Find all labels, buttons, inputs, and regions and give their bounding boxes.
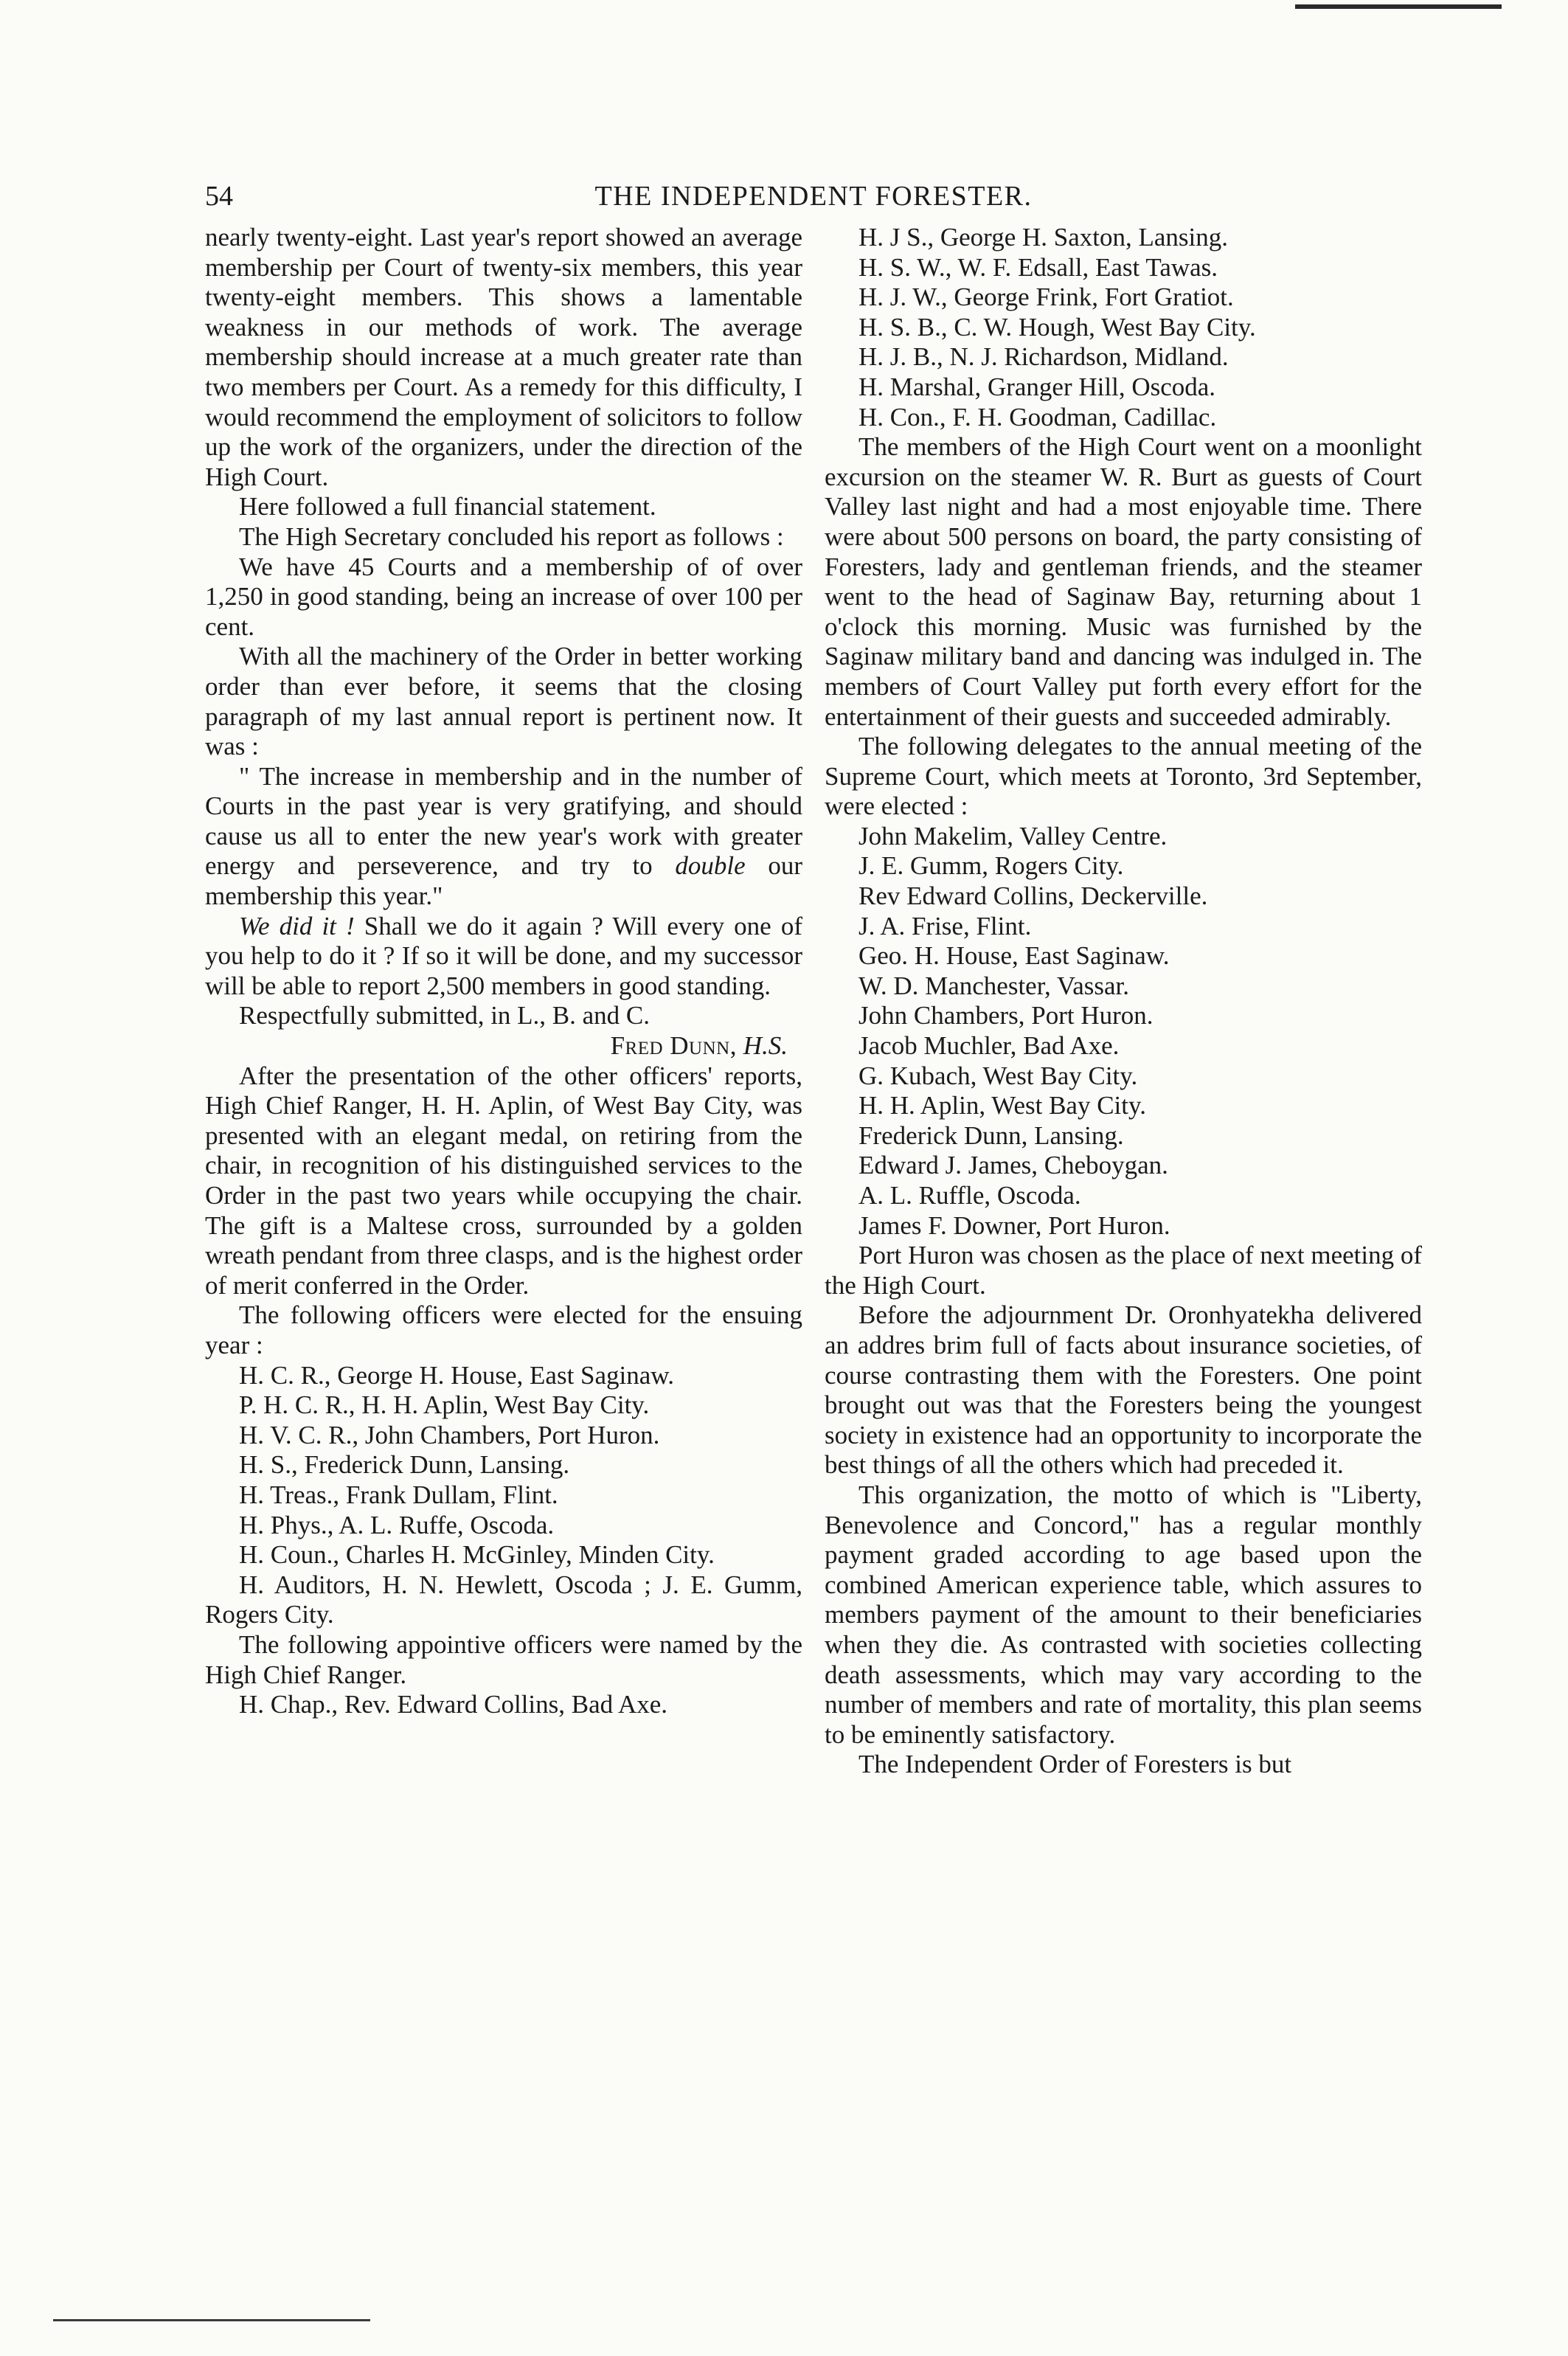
page-number: 54 [205,181,233,212]
right-column [825,223,1422,1780]
paragraph: The following delegates to the annual meeting of the Supreme Court, which meets at Toronto, 3rd September, were elected : [825,732,1422,821]
quote-text: our membership this year." [205,851,802,911]
officer-entry: H. Treas., Frank Dullam, Flint. [239,1480,558,1509]
paragraph: After the presentation of the other officers' reports, High Chief Ranger, H. H. Aplin, of West Bay City, was presented with an elegant medal, on retiring from the chair, in recognition of his distinguished services to the Order in the past two years while occupying the chair. The gift is a Maltese cross, surrounded by a golden wreath pendant from three clasps, and is the highest order of merit conferred in the Order. [205,1061,802,1300]
bottom-rule [53,2319,370,2321]
signature [205,1031,802,1061]
delegate-entry: John Chambers, Port Huron. [858,1001,1154,1030]
emphasis: We did it ! [239,911,355,940]
paragraph: Here followed a full financial statement. [239,492,656,522]
officer-entry: H. S., Frederick Dunn, Lansing. [239,1450,570,1480]
appointed-entry: H. Marshal, Granger Hill, Oscoda. [858,372,1216,401]
quoted-paragraph [205,762,802,912]
appointed-entry: H. J. B., N. J. Richardson, Midland. [858,342,1229,372]
officer-entry: H. Coun., Charles H. McGinley, Minden City. [239,1540,715,1570]
paragraph: The members of the High Court went on a moonlight excursion on the steamer W. R. Burt as guests of Court Valley last night and had a most enjoyable time. There were about 500 persons on board, the party consisting of Foresters, lady and gentleman friends, and the steamer went to the head of Saginaw Bay, returning about 1 o'clock this morning. Music was furnished by the Saginaw military band and dancing was indulged in. The members of Court Valley put forth every effort for the entertainment of their guests and succeeded admirably. [825,432,1422,731]
appointed-entry: H. Con., F. H. Goodman, Cadillac. [858,402,1217,432]
paragraph: We have 45 Courts and a membership of of over 1,250 in good standing, being an increase of over 100 per cent. [205,552,802,641]
delegate-entry: Jacob Muchler, Bad Axe. [858,1031,1120,1061]
officer-entry: P. H. C. R., H. H. Aplin, West Bay City. [239,1390,650,1420]
delegate-entry: G. Kubach, West Bay City. [858,1061,1138,1090]
appointed-entry: H. S. W., W. F. Edsall, East Tawas. [858,252,1218,282]
officer-entry: H. C. R., George H. House, East Saginaw. [239,1360,675,1390]
delegate-entry: James F. Downer, Port Huron. [858,1210,1170,1240]
officer-entry: H. V. C. R., John Chambers, Port Huron. [239,1420,660,1449]
page-header [205,176,1422,217]
delegate-entry: H. H. Aplin, West Bay City. [858,1091,1146,1120]
paragraph: The Independent Order of Foresters is but [858,1750,1292,1779]
delegate-entry: J. A. Frise, Flint. [858,911,1032,940]
officer-entry: H. Phys., A. L. Ruffe, Oscoda. [239,1510,555,1539]
appointed-entry: H. J. W., George Frink, Fort Gratiot. [858,283,1234,312]
paragraph [205,912,802,1002]
delegate-entry: J. E. Gumm, Rogers City. [858,851,1124,881]
top-rule [1295,4,1502,9]
delegate-entry: Edward J. James, Cheboygan. [858,1151,1168,1180]
paragraph: With all the machinery of the Order in better working order than ever before, it seems that the closing paragraph of my last annual report is pertinent now. It was : [205,642,802,761]
emphasis: double [675,851,746,881]
paragraph: Port Huron was chosen as the place of next meeting of the High Court. [825,1241,1422,1300]
running-title: THE INDEPENDENT FORESTER. [594,181,1033,212]
paragraph-text: Shall we do it again ? Will every one of you help to do it ? If so it will be done, and my successor will be able to report 2,500 members in good standing. [205,911,802,1000]
delegate-entry: Frederick Dunn, Lansing. [858,1120,1124,1150]
officer-entry: H. Auditors, H. N. Hewlett, Oscoda ; J. E. Gumm, Rogers City. [205,1570,802,1629]
closing-line: Respectfully submitted, in L., B. and C. [239,1001,651,1030]
appointed-entry: H. S. B., C. W. Hough, West Bay City. [858,312,1256,342]
delegate-entry: A. L. Ruffle, Oscoda. [858,1181,1081,1210]
paragraph: Before the adjournment Dr. Oronhyatekha delivered an addres brim full of facts about insurance societies, of course contrasting them with the Foresters. One point brought out was that the Foresters being the youngest society in existence had an opportunity to incorporate the best things of all the others which had preceded it. [825,1300,1422,1480]
paragraph: This organization, the motto of which is "Liberty, Benevolence and Concord," has a regular monthly payment graded according to age based upon the combined American experience table, which assures to members payment of the amount to their beneficiaries when they die. As contrasted with societies collecting death assessments, which may vary according to the number of members and rate of mortality, this plan seems to be eminently satisfactory. [825,1480,1422,1749]
delegate-entry: John Makelim, Valley Centre. [858,821,1168,850]
appointed-entry: H. J S., George H. Saxton, Lansing. [858,223,1228,252]
delegate-entry: Geo. H. House, East Saginaw. [858,941,1170,971]
paragraph: The following appointive officers were named by the High Chief Ranger. [205,1629,802,1689]
paragraph: The High Secretary concluded his report as follows : [239,522,784,551]
delegate-entry: W. D. Manchester, Vassar. [858,971,1130,1000]
appointed-entry: H. Chap., Rev. Edward Collins, Bad Axe. [239,1690,668,1719]
paragraph: nearly twenty-eight. Last year's report showed an average membership per Court of twenty-six members, this year twenty-eight members. This shows a lamentable weakness in our methods of work. The average membership should increase at a much greater rate than two members per Court. As a remedy for this difficulty, I would recommend the employment of solicitors to follow up the work of the organizers, under the direction of the High Court. [205,223,802,491]
signature-title: H.S. [743,1031,788,1061]
left-column [205,223,802,1720]
paragraph: The following officers were elected for the ensuing year : [205,1300,802,1359]
quote-text: " The increase in membership and in the number of Courts in the past year is very gratifying, and should cause us all to enter the new year's work with greater energy and perseverence, and try to [205,761,802,881]
signature-name: Fred Dunn, [610,1031,737,1061]
delegate-entry: Rev Edward Collins, Deckerville. [858,881,1208,911]
